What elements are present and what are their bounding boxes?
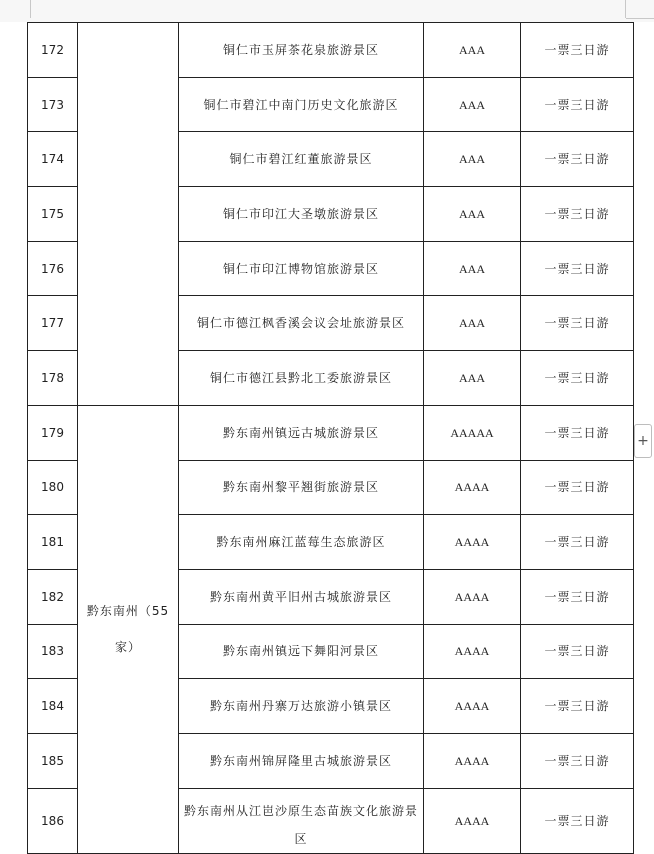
scenic-spot-name: 铜仁市印江大圣墩旅游景区 <box>179 187 424 242</box>
scenic-spot-name: 铜仁市印江博物馆旅游景区 <box>179 241 424 296</box>
scenic-spot-name: 黔东南州锦屏隆里古城旅游景区 <box>179 733 424 788</box>
row-number: 182 <box>28 569 78 624</box>
region-cell-tongren <box>78 23 179 406</box>
scenic-spot-name: 铜仁市玉屏茶花泉旅游景区 <box>179 23 424 78</box>
ticket-policy: 一票三日游 <box>521 296 634 351</box>
ticket-policy: 一票三日游 <box>521 23 634 78</box>
ticket-policy: 一票三日游 <box>521 351 634 406</box>
row-number: 179 <box>28 405 78 460</box>
scenic-spot-name: 黔东南州丹寨万达旅游小镇景区 <box>179 679 424 734</box>
ticket-policy: 一票三日游 <box>521 733 634 788</box>
ticket-policy: 一票三日游 <box>521 679 634 734</box>
crop-mark-right-vertical <box>625 0 626 18</box>
row-number: 174 <box>28 132 78 187</box>
row-number: 175 <box>28 187 78 242</box>
row-number: 172 <box>28 23 78 78</box>
ticket-policy: 一票三日游 <box>521 241 634 296</box>
grade-level: AAA <box>424 77 521 132</box>
region-name-line1: 黔东南州（55 <box>86 604 170 619</box>
ticket-policy: 一票三日游 <box>521 132 634 187</box>
scenic-spot-name: 黔东南州黎平翘街旅游景区 <box>179 460 424 515</box>
scenic-spot-name: 黔东南州镇远下舞阳河景区 <box>179 624 424 679</box>
row-number: 178 <box>28 351 78 406</box>
grade-level: AAAA <box>424 788 521 853</box>
grade-level: AAA <box>424 187 521 242</box>
crop-mark-left-vertical <box>30 0 31 18</box>
scenic-spot-name: 黔东南州黄平旧州古城旅游景区 <box>179 569 424 624</box>
scenic-spot-name: 黔东南州从江岜沙原生态苗族文化旅游景区 <box>179 788 424 853</box>
ticket-policy: 一票三日游 <box>521 515 634 570</box>
table-row <box>28 23 634 78</box>
scenic-spot-name: 铜仁市碧江红董旅游景区 <box>179 132 424 187</box>
grade-level: AAAA <box>424 679 521 734</box>
ticket-policy: 一票三日游 <box>521 788 634 853</box>
grade-level: AAA <box>424 351 521 406</box>
grade-level: AAA <box>424 296 521 351</box>
grade-level: AAAA <box>424 569 521 624</box>
row-number: 184 <box>28 679 78 734</box>
grade-level: AAAA <box>424 733 521 788</box>
row-number: 185 <box>28 733 78 788</box>
grade-level: AAA <box>424 241 521 296</box>
scenic-spot-name: 铜仁市德江县黔北工委旅游景区 <box>179 351 424 406</box>
ticket-policy: 一票三日游 <box>521 569 634 624</box>
grade-level: AAA <box>424 23 521 78</box>
row-number: 177 <box>28 296 78 351</box>
grade-level: AAAA <box>424 460 521 515</box>
page-header-band <box>0 0 654 22</box>
scenic-spot-table <box>27 22 634 854</box>
grade-level: AAAAA <box>424 405 521 460</box>
row-number: 183 <box>28 624 78 679</box>
grade-level: AAAA <box>424 515 521 570</box>
row-number: 186 <box>28 788 78 853</box>
scenic-spot-name: 黔东南州镇远古城旅游景区 <box>179 405 424 460</box>
grade-level: AAA <box>424 132 521 187</box>
ticket-policy: 一票三日游 <box>521 460 634 515</box>
row-number: 176 <box>28 241 78 296</box>
add-row-button[interactable]: + <box>634 424 652 458</box>
row-number: 173 <box>28 77 78 132</box>
ticket-policy: 一票三日游 <box>521 624 634 679</box>
scenic-spot-name: 铜仁市碧江中南门历史文化旅游区 <box>179 77 424 132</box>
crop-mark-right-horizontal <box>626 18 654 19</box>
region-cell-qiandongnan <box>78 405 179 853</box>
region-name-line2: 家） <box>114 640 141 655</box>
ticket-policy: 一票三日游 <box>521 405 634 460</box>
table-row <box>28 405 634 460</box>
scenic-spot-name: 铜仁市德江枫香溪会议会址旅游景区 <box>179 296 424 351</box>
ticket-policy: 一票三日游 <box>521 77 634 132</box>
grade-level: AAAA <box>424 624 521 679</box>
row-number: 181 <box>28 515 78 570</box>
scenic-spot-name: 黔东南州麻江蓝莓生态旅游区 <box>179 515 424 570</box>
row-number: 180 <box>28 460 78 515</box>
ticket-policy: 一票三日游 <box>521 187 634 242</box>
